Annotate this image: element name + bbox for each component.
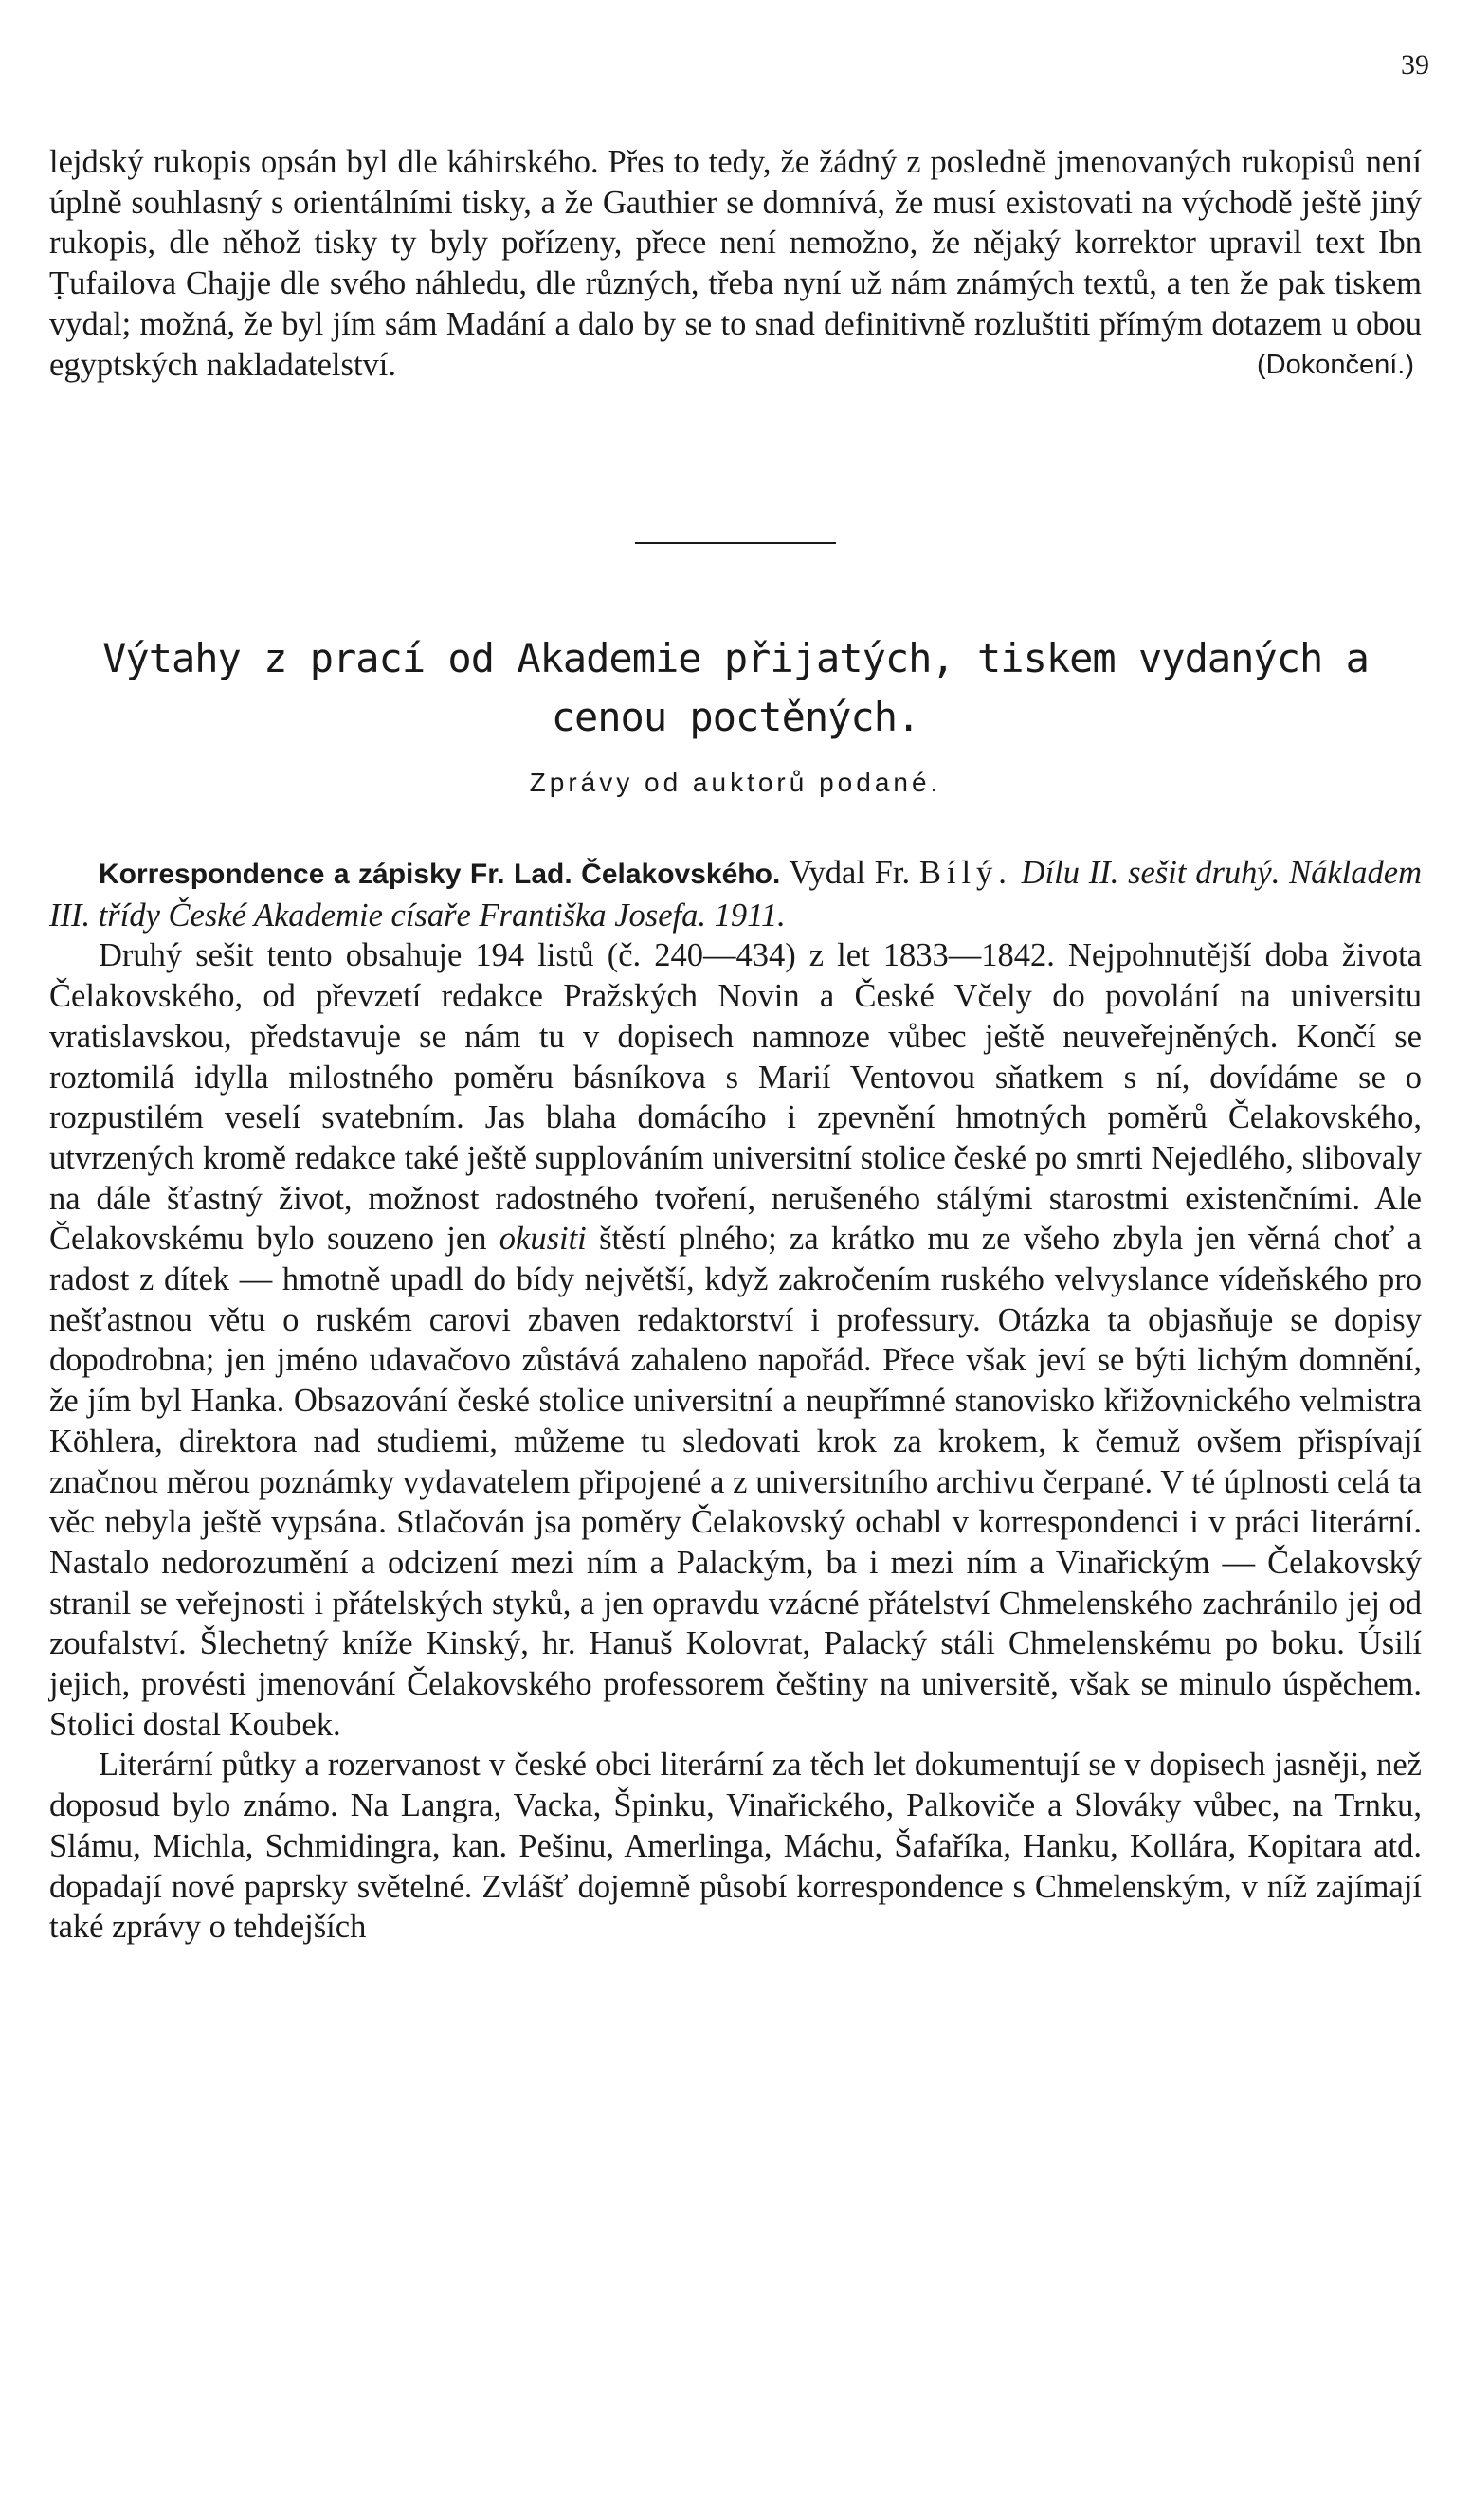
section-divider	[635, 542, 836, 544]
review-section	[49, 853, 1422, 1948]
paragraph-1-end: štěstí plného; za krátko mu ze všeho zbyla jen věrná choť a radost z dítek — hmotně upadl do bídy největší, když zakročením ruského velvyslance vídeňského pro nešťastnou větu o ruském carovi zbaven redaktorství i professury. Otázka ta objasňuje se dopisy dopodrobna; jen jméno udavačovo zůstává zahaleno napořád. Přece však jeví se býti lichým domnění, že jím byl Hanka. Obsazování české stolice universitní a neupřímné stanovisko křižovnického velmistra Köhlera, direktora nad studiemi, můžeme tu sledovati krok za krokem, k čemuž ovšem přispívají značnou měrou poznámky vydavatelem připojené a z universitního archivu čerpané. V té úplnosti celá ta věc nebyla ještě vypsána. Stlačován jsa poměry Čelakovský ochabl v korrespondenci i v práci literární. Nastalo nedorozumění a odcizení mezi ním a Palackým, ba i mezi ním a Vinařickým — Čelakovský stranil se veřejnosti i přátelských styků, a jen opravdu vzácné přátelství Chmelenského zachránilo jej od zoufalství. Šlechetný kníže Kinský, hr. Hanuš Kolovrat, Palacký stáli Chmelenskému po boku. Úsilí jejich, provésti jmenování Čelakovského professorem češtiny na universitě, však se minulo úspěchem. Stolici dostal Koubek.	[49, 1221, 1422, 1743]
publication-info: Dílu II. sešit druhý. Nákladem III. třídy České Akademie císaře Františka Josefa. 1911.	[49, 855, 1422, 934]
top-paragraph-text: lejdský rukopis opsán byl dle káhirského. Přes to tedy, že žádný z posledně jmenovaných rukopisů není úplně souhlasný s orientálními tisky, a že Gauthier se domnívá, že musí existovati na východě ještě jiný rukopis, dle něhož tisky ty byly pořízeny, přece není nemožno, že nějaký korrektor upravil text Ibn Ṭufailova Chajje dle svého náhledu, dle různých, třeba nyní už nám známých textů, a ten že pak tiskem vydal; možná, že byl jím sám Madání a dalo by se to snad definitivně rozluštiti přímým dotazem u obou egyptských nakladatelství.	[49, 144, 1422, 383]
article-subtitle: Zprávy od auktorů podané.	[529, 768, 942, 797]
article-title: Výtahy z prací od Akademie přijatých, tiskem vydaných a cenou poctěných.	[102, 635, 1369, 740]
editor-prefix: Vydal Fr.	[789, 855, 911, 891]
paragraph-1-emphasis: okusiti	[499, 1221, 587, 1258]
review-header	[49, 853, 1422, 935]
page-number: 39	[1401, 49, 1429, 81]
review-paragraph-1	[49, 935, 1422, 1745]
continuation-note: (Dokončení.)	[1256, 349, 1414, 380]
editor-name: Bílý.	[918, 855, 1012, 891]
book-title: Korrespondence a zápisky Fr. Lad. Čelakovského.	[99, 859, 781, 890]
review-paragraph-2: Literární půtky a rozervanost v české obci literární za těch let dokumentují se v dopisech jasněji, než doposud bylo známo. Na Langra, Vacka, Špinku, Vinařického, Palkoviče a Slováky vůbec, na Trnku, Slámu, Michla, Schmidingra, kan. Pešinu, Amerlinga, Máchu, Šafaříka, Hanku, Kollára, Kopitara atd. dopadají nové paprsky světelné. Zvlášť dojemně působí korrespondence s Chmelenským, v níž zajímají také zprávy o tehdejších	[49, 1747, 1422, 1946]
top-paragraph	[49, 142, 1422, 385]
paragraph-1-start: Druhý sešit tento obsahuje 194 listů (č. 240—434) z let 1833—1842. Nejpohnutější doba života Čelakovského, od převzetí redakce Pražských Novin a České Včely do povolání na universitu vratislavskou, představuje se nám tu v dopisech namnoze vůbec ještě neuveřejněných. Končí se roztomilá idylla milostného poměru básníkova s Marií Ventovou sňatkem s ní, dovídáme se o rozpustilém veselí svatebním. Jas blaha domácího i zpevnění hmotných poměrů Čelakovského, utvrzených kromě redakce také ještě supplováním universitní stolice české po smrti Nejedlého, slibovaly na dále šťastný život, možnost radostného tvoření, nerušeného stálými starostmi existenčními. Ale Čelakovskému bylo souzeno jen	[49, 937, 1422, 1258]
